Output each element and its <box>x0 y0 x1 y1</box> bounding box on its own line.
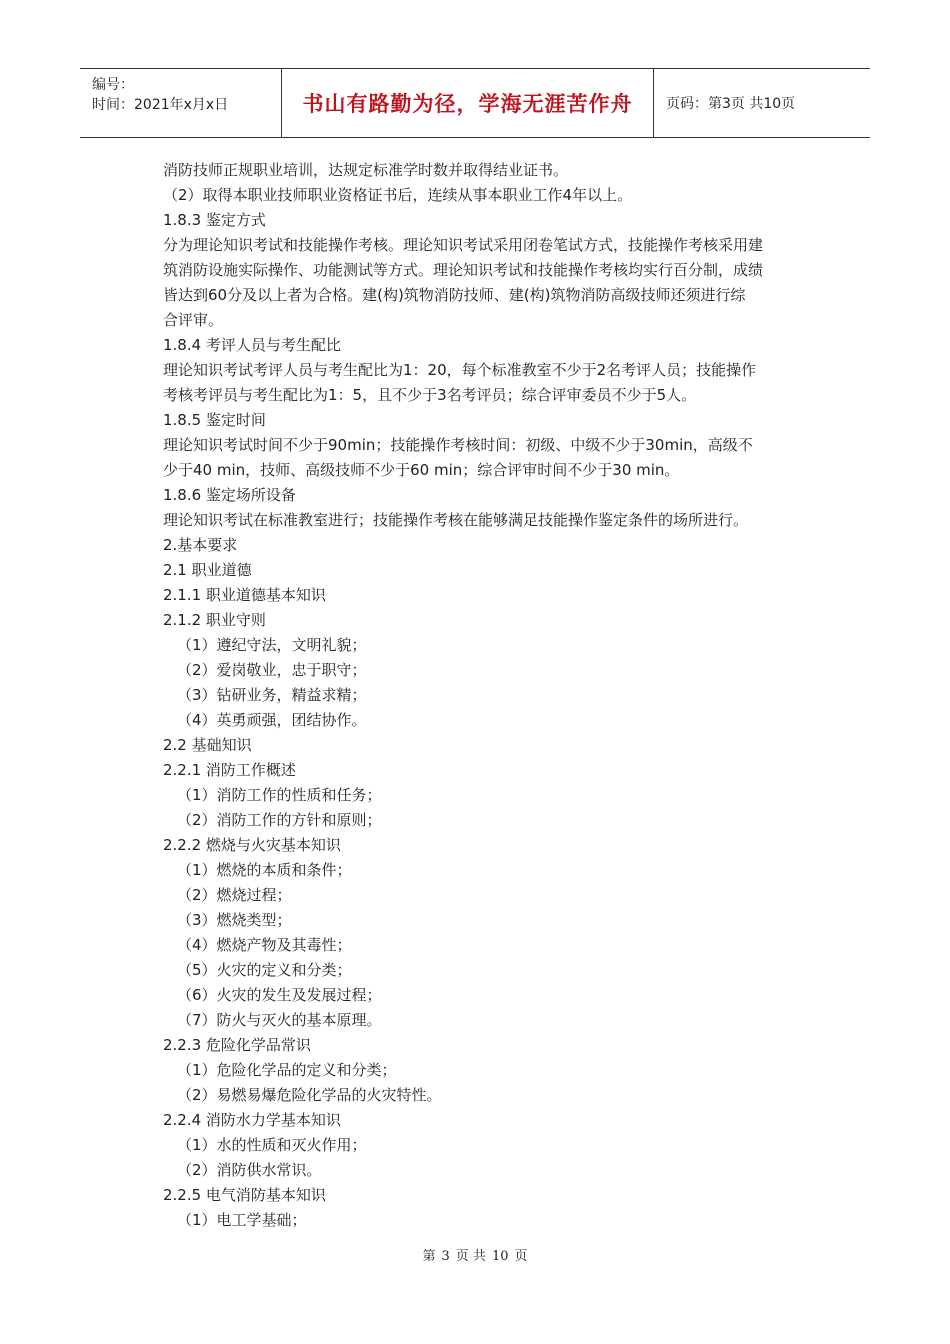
text-line: （2）取得本职业技师职业资格证书后，连续从事本职业工作4年以上。 <box>163 186 633 204</box>
footer-page-number: 3 <box>441 1249 450 1264</box>
text-line: 2.基本要求 <box>163 536 238 554</box>
text-line: 2.1.1 职业道德基本知识 <box>163 586 326 604</box>
text-line: 2.2.5 电气消防基本知识 <box>163 1186 326 1204</box>
text-line: （4）英勇顽强，团结协作。 <box>177 711 367 729</box>
header-page-cell <box>654 69 870 137</box>
header-meta <box>80 69 282 137</box>
text-line: 2.1 职业道德 <box>163 561 252 579</box>
text-line: 2.2.3 危险化学品常识 <box>163 1036 311 1054</box>
text-line: （2）消防供水常识。 <box>177 1161 322 1179</box>
text-line: （1）遵纪守法，文明礼貌； <box>177 636 367 654</box>
text-line: （3）燃烧类型； <box>177 911 292 929</box>
text-line: 理论知识考试在标准教室进行；技能操作考核在能够满足技能操作鉴定条件的场所进行。 <box>163 511 749 529</box>
footer-total-pages: 10 <box>491 1249 509 1264</box>
header-motto-cell <box>282 69 654 137</box>
text-line: （6）火灾的发生及发展过程； <box>177 986 382 1004</box>
text-line: 2.2.4 消防水力学基本知识 <box>163 1111 341 1129</box>
text-line: （1）水的性质和灭火作用； <box>177 1136 367 1154</box>
time-label: 时间：2021年x月x日 <box>92 97 229 113</box>
text-line: （2）消防工作的方针和原则； <box>177 811 382 829</box>
text-line: 筑消防设施实际操作、功能测试等方式。理论知识考试和技能操作考核均实行百分制，成绩 <box>163 261 764 279</box>
text-line: 皆达到60分及以上者为合格。建(构)筑物消防技师、建(构)筑物消防高级技师还须进行综 <box>163 286 746 304</box>
text-line: （5）火灾的定义和分类； <box>177 961 352 979</box>
page-footer <box>0 1245 950 1264</box>
document-body <box>163 158 838 1233</box>
text-line: 消防技师正规职业培训，达规定标准学时数并取得结业证书。 <box>163 161 569 179</box>
text-line: 2.1.2 职业守则 <box>163 611 266 629</box>
text-line: 少于40 min，技师、高级技师不少于60 min；综合评审时间不少于30 min。 <box>163 461 680 479</box>
number-label: 编号： <box>92 77 134 93</box>
text-line: （1）危险化学品的定义和分类； <box>177 1061 397 1079</box>
text-line: （1）电工学基础； <box>177 1211 307 1229</box>
text-line: （1）消防工作的性质和任务； <box>177 786 382 804</box>
text-line: 1.8.4 考评人员与考生配比 <box>163 336 341 354</box>
text-line: 理论知识考试考评人员与考生配比为1：20，每个标准教室不少于2名考评人员；技能操作 <box>163 361 757 379</box>
page-header <box>80 68 870 138</box>
footer-middle: 页 共 <box>455 1249 486 1264</box>
text-line: 理论知识考试时间不少于90min；技能操作考核时间：初级、中级不少于30min，高级不 <box>163 436 753 454</box>
page-info: 页码：第3页 共10页 <box>666 96 796 112</box>
text-line: 1.8.5 鉴定时间 <box>163 411 266 429</box>
text-line: （3）钻研业务，精益求精； <box>177 686 367 704</box>
text-line: 2.2 基础知识 <box>163 736 252 754</box>
text-line: 2.2.2 燃烧与火灾基本知识 <box>163 836 341 854</box>
text-line: 1.8.3 鉴定方式 <box>163 211 266 229</box>
text-line: 分为理论知识考试和技能操作考核。理论知识考试采用闭卷笔试方式，技能操作考核采用建 <box>163 236 764 254</box>
text-line: （4）燃烧产物及其毒性； <box>177 936 352 954</box>
text-line: （2）燃烧过程； <box>177 886 292 904</box>
text-line: （2）爱岗敬业，忠于职守； <box>177 661 367 679</box>
footer-prefix: 第 <box>422 1249 436 1264</box>
text-line: 考核考评员与考生配比为1：5，且不少于3名考评员；综合评审委员不少于5人。 <box>163 386 697 404</box>
text-line: 合评审。 <box>163 311 224 329</box>
text-line: 1.8.6 鉴定场所设备 <box>163 486 296 504</box>
text-line: 2.2.1 消防工作概述 <box>163 761 296 779</box>
text-line: （7）防火与灭火的基本原理。 <box>177 1011 382 1029</box>
text-line: （2）易燃易爆危险化学品的火灾特性。 <box>177 1086 442 1104</box>
motto: 书山有路勤为径，学海无涯苦作舟 <box>302 92 633 116</box>
text-line: （1）燃烧的本质和条件； <box>177 861 352 879</box>
footer-suffix: 页 <box>514 1249 528 1264</box>
